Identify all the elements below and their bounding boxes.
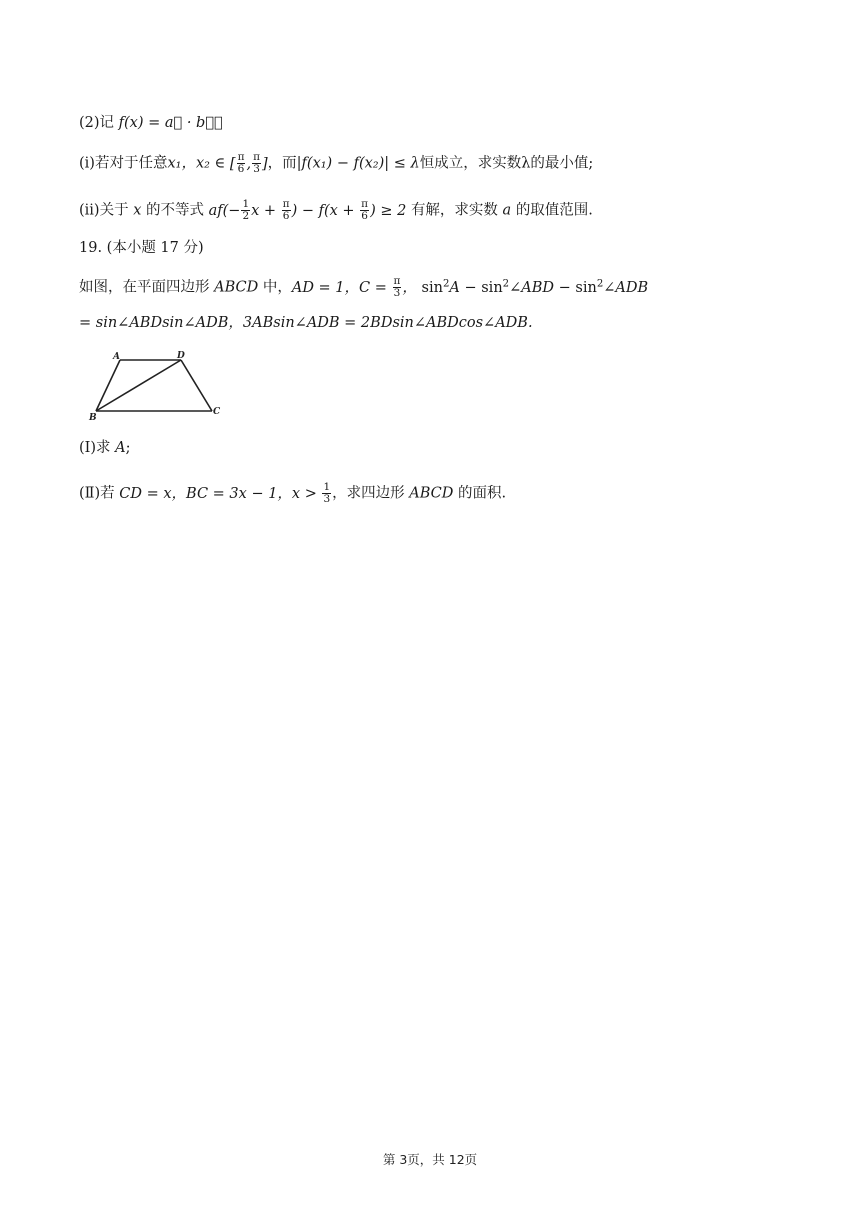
stem1-c: 中，: [262, 279, 292, 296]
sub-i-inequality: |f(x₁) − f(x₂)| ≤ λ: [296, 155, 420, 172]
label-b: B: [89, 413, 97, 423]
sub-i-interval: [ $\frac{\pi}{6}$ , $\frac{\pi}{3}$ ]: [229, 151, 268, 176]
sub-i-vars: x₁，x₂ ∈: [167, 155, 226, 172]
sub-ii-tail1: 有解，求实数: [410, 202, 498, 219]
stem1-a: 如图，在平面四边形: [79, 279, 210, 296]
part2-tail1: ，求四边形: [332, 485, 405, 502]
sub-question-i: [79, 152, 593, 175]
part1-var: A: [115, 440, 126, 456]
question-19-part-2: [79, 482, 506, 505]
sub-i-label: (ⅰ)若对于任意: [79, 155, 168, 172]
stem1-sine-expr: $\sin^2A$ − $\sin^2\angle ABD$ − $\sin^2\angle ADB$: [421, 277, 649, 296]
question-19-part-1: [79, 441, 131, 456]
sub-i-mid: ，而: [267, 155, 297, 172]
part1-label: (Ⅰ)求: [79, 440, 111, 456]
part2-shape: ABCD: [409, 485, 454, 502]
sub-question-ii: [79, 199, 593, 222]
part2-expr: CD = x，BC = 3x − 1，x > $\frac{1}{3}$: [119, 481, 331, 506]
part2-tail2: 的面积.: [458, 485, 507, 502]
stem1-conditions: AD = 1，C = $\frac{\pi}{3}$ ，: [291, 275, 417, 300]
sub-ii-label: (ⅱ)关于: [79, 202, 129, 219]
part2-label-q19: (Ⅱ)若: [79, 485, 115, 502]
sub-ii-var-a: a: [502, 202, 512, 219]
sub-ii-tail2: 的取值范围.: [515, 202, 593, 219]
page-footer: 第 3页，共 12页: [382, 1152, 478, 1167]
sub-ii-inequality: af(− $\frac{1}{2}$ x + $\frac{\pi}{6}$ ) − f(x + $\frac{\pi}{6}$ ) ≥ 2: [208, 198, 407, 223]
stem1-shape: ABCD: [214, 279, 259, 296]
question-19-stem-line1: [79, 276, 648, 299]
label-d: D: [177, 351, 185, 361]
sub-i-tail: 恒成立，求实数λ的最小值;: [419, 155, 594, 172]
quadrilateral-figure: [84, 348, 224, 424]
label-a: A: [113, 352, 120, 362]
stem2-expr: = sin∠ABDsin∠ADB，3ABsin∠ADB = 2BDsin∠ABDcos∠ADB.: [79, 315, 533, 331]
sub-ii-mid: 的不等式: [146, 202, 204, 219]
question-19-stem-line2: [79, 316, 533, 331]
label-c: C: [213, 407, 221, 417]
part2-definition: [79, 116, 223, 131]
part2-def: f(x) = a⃗ · b⃗，: [118, 115, 223, 131]
sub-ii-var: x: [133, 202, 142, 219]
edge-cd: [181, 360, 212, 411]
part1-end: ;: [125, 440, 131, 456]
part2-label: (2)记: [79, 115, 115, 131]
question-19-header: 19. (本小题 17 分): [79, 240, 204, 256]
